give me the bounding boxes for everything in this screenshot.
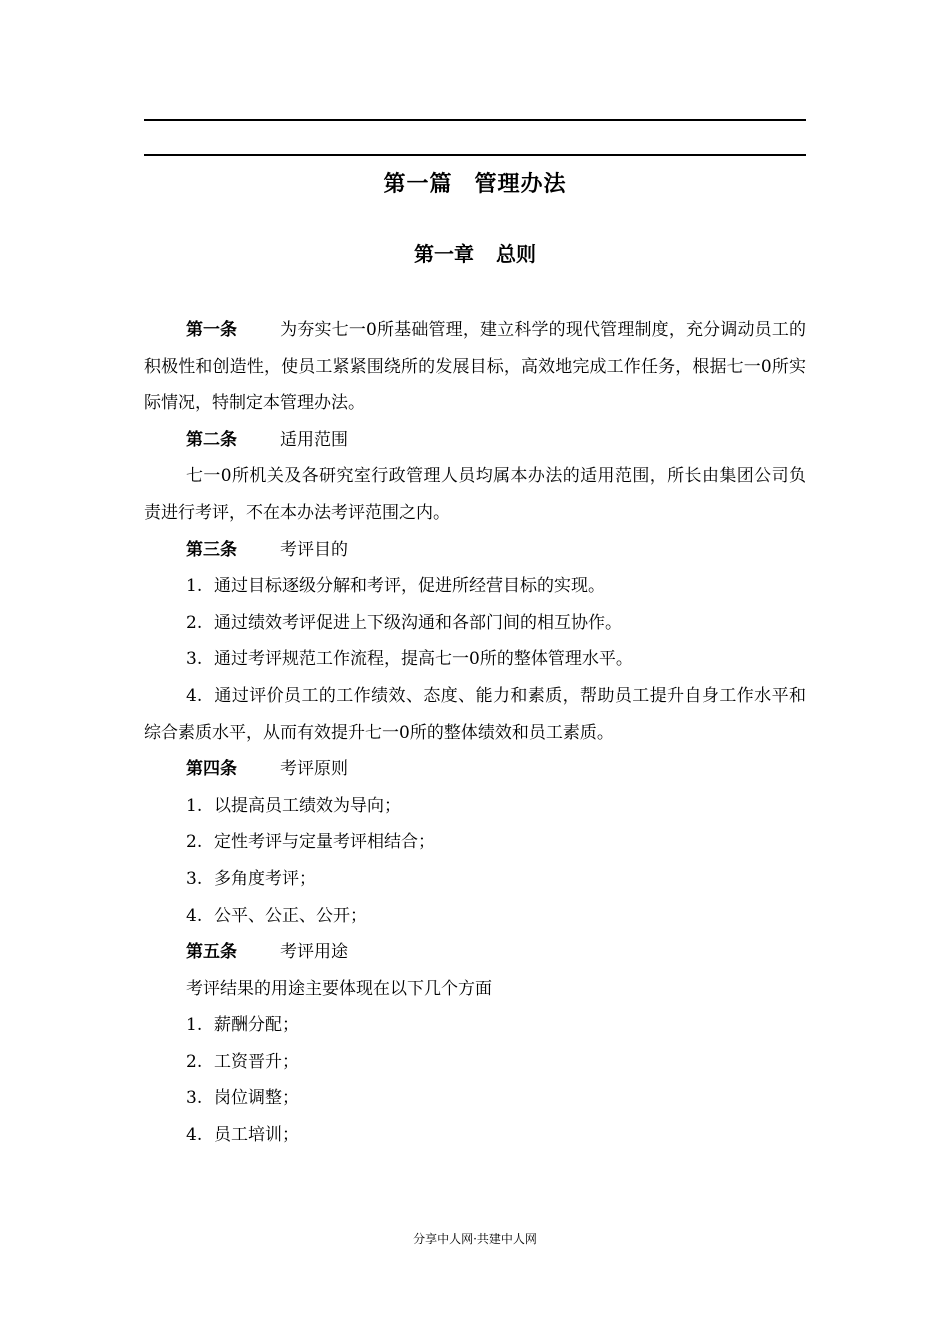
- article-heading: 适用范围: [280, 429, 348, 450]
- list-text: 以提高员工绩效为导向；: [214, 795, 401, 816]
- article-5-intro: 考评结果的用途主要体现在以下几个方面: [186, 978, 492, 999]
- list-text: 通过考评规范工作流程，提高七一0所的整体管理水平。: [214, 649, 633, 670]
- list-item: [144, 898, 806, 935]
- article-heading: 考评用途: [280, 942, 348, 963]
- article-text: 为夯实七一0所基础管理，建立科学的现代管理制度，充分调动员工的积极性和创造性，使员工紧紧围绕所的发展目标，高效地完成工作任务，根据七一0所实际情况，特制定本管理办法。: [144, 320, 806, 414]
- list-item: [144, 1117, 806, 1154]
- list-item: [144, 641, 806, 678]
- list-number: 3.: [186, 1088, 203, 1109]
- list-number: 2.: [186, 832, 203, 853]
- list-number: 3.: [186, 868, 203, 889]
- header-rule-bottom: [144, 154, 806, 156]
- part-name: 管理办法: [474, 171, 567, 197]
- part-title: [144, 168, 806, 200]
- chapter-number: 第一章: [414, 242, 474, 266]
- document-body: [144, 312, 806, 1154]
- list-item: [144, 568, 806, 605]
- article-4-heading: [144, 751, 806, 788]
- list-item: [144, 605, 806, 642]
- list-number: 4.: [186, 905, 203, 926]
- list-item: [144, 861, 806, 898]
- list-text: 定性考评与定量考评相结合；: [214, 832, 435, 853]
- article-heading: 考评原则: [280, 759, 348, 780]
- list-item: [144, 1007, 806, 1044]
- header-rule-top: [144, 119, 806, 121]
- list-number: 2.: [186, 612, 203, 633]
- list-number: 3.: [186, 649, 203, 670]
- article-5-heading: [144, 934, 806, 971]
- article-2-heading: [144, 422, 806, 459]
- article-label: 第一条: [186, 320, 237, 340]
- list-number: 4.: [186, 685, 203, 706]
- list-text: 员工培训；: [214, 1125, 299, 1146]
- article-label: 第三条: [186, 539, 237, 560]
- list-item: [144, 1080, 806, 1117]
- list-text: 薪酬分配；: [214, 1015, 299, 1036]
- article-1: [144, 312, 806, 422]
- page-footer: 分享中人网·共建中人网: [413, 1232, 537, 1246]
- list-number: 1.: [186, 795, 203, 816]
- list-number: 2.: [186, 1051, 203, 1072]
- list-item: [144, 1044, 806, 1081]
- list-text: 通过评价员工的工作绩效、态度、能力和素质，帮助员工提升自身工作水平和综合素质水平，从而有效提升七一0所的整体绩效和员工素质。: [144, 685, 806, 743]
- article-heading: 考评目的: [280, 539, 348, 560]
- article-label: 第二条: [186, 429, 237, 450]
- list-item: [144, 824, 806, 861]
- list-text: 公平、公正、公开；: [214, 905, 367, 926]
- chapter-name: 总则: [496, 242, 536, 266]
- list-text: 通过绩效考评促进上下级沟通和各部门间的相互协作。: [214, 612, 622, 633]
- list-number: 4.: [186, 1125, 203, 1146]
- list-number: 1.: [186, 1015, 203, 1036]
- list-text: 工资晋升；: [214, 1051, 299, 1072]
- list-text: 岗位调整；: [214, 1088, 299, 1109]
- list-item: [144, 788, 806, 825]
- part-number: 第一篇: [383, 171, 453, 197]
- list-text: 多角度考评；: [214, 868, 316, 889]
- list-item: [144, 678, 806, 751]
- article-label: 第五条: [186, 942, 237, 963]
- article-3-heading: [144, 532, 806, 569]
- article-2-text: 七一0所机关及各研究室行政管理人员均属本办法的适用范围，所长由集团公司负责进行考评，不在本办法考评范围之内。: [144, 466, 806, 523]
- chapter-title: [144, 238, 806, 270]
- list-number: 1.: [186, 576, 203, 597]
- list-text: 通过目标逐级分解和考评，促进所经营目标的实现。: [214, 576, 605, 597]
- article-label: 第四条: [186, 759, 237, 780]
